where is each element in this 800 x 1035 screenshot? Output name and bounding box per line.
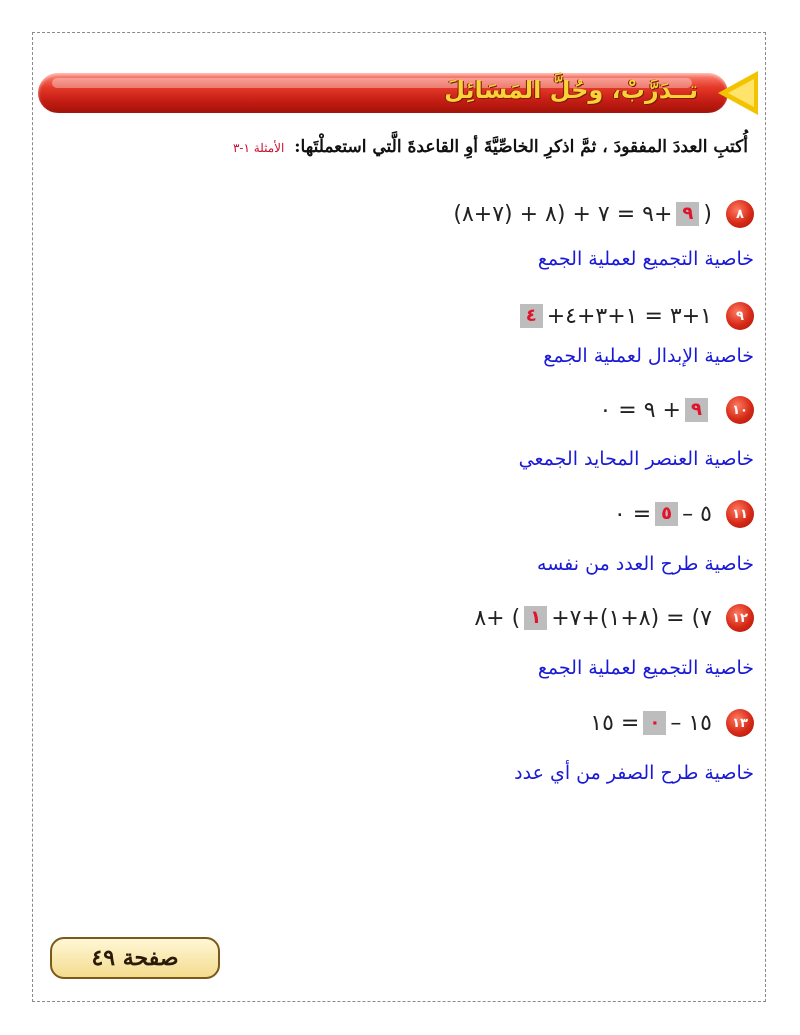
equation-left: ٠ = xyxy=(613,501,652,527)
missing-number-box[interactable]: ٠ xyxy=(643,711,666,735)
banner-arrow-highlight xyxy=(728,79,754,107)
equation-left: ١٥ = xyxy=(590,710,640,736)
instruction xyxy=(233,137,748,157)
problem-number-badge: ١٣ xyxy=(726,709,754,737)
answer-11: خاصية طرح العدد من نفسه xyxy=(537,553,754,575)
equation-left: ٨+ ( xyxy=(474,605,521,631)
problem-9 xyxy=(516,298,754,334)
answer-12: خاصية التجميع لعملية الجمع xyxy=(537,657,754,679)
missing-number-box[interactable]: ٤ xyxy=(520,304,543,328)
problem-11 xyxy=(614,496,754,532)
problem-number-badge: ٩ xyxy=(726,302,754,330)
problem-number-badge: ١٠ xyxy=(726,396,754,424)
answer-10: خاصية العنصر المحايد الجمعي xyxy=(518,448,754,470)
equation-right: +٧) = (٨+١)+٧ xyxy=(551,605,712,631)
missing-number-box[interactable]: ١ xyxy=(524,606,547,630)
equation-right: – ٥ xyxy=(682,501,712,527)
equation-right: ) xyxy=(703,201,712,227)
equation xyxy=(614,502,712,527)
answer-9: خاصية الإبدال لعملية الجمع xyxy=(543,345,754,367)
page-number-label: صفحة ٤٩ xyxy=(50,937,220,979)
equation xyxy=(474,606,712,631)
equation xyxy=(516,304,712,329)
answer-8: خاصية التجميع لعملية الجمع xyxy=(537,248,754,270)
answer-13: خاصية طرح الصفر من أي عدد xyxy=(514,762,754,784)
missing-number-box[interactable]: ٥ xyxy=(655,502,678,526)
banner-title: تــدَرَّبْ، وحُلَّ المَسَائِلَ xyxy=(444,76,698,104)
problem-12 xyxy=(474,600,754,636)
problem-number-badge: ١١ xyxy=(726,500,754,528)
equation-left: (٧+٨) + ٩ = ٧ + (٨+ xyxy=(453,201,673,227)
problem-8 xyxy=(453,196,754,232)
equation-right: – ١٥ xyxy=(670,710,712,736)
equation-right: +١+٣ = ١+٣+٤ xyxy=(546,303,712,329)
instruction-text: أُكتبِ العددَ المفقودَ ، ثمَّ اذكرِ الخاصِّيَّةَ أوِ القاعدةَ الَّتي استعملْتَها: xyxy=(294,137,748,157)
section-banner xyxy=(38,73,758,113)
problem-10 xyxy=(599,392,754,428)
problem-number-badge: ١٢ xyxy=(726,604,754,632)
problem-13 xyxy=(590,705,754,741)
equation xyxy=(590,711,712,736)
instruction-reference: الأمثلة ١-٣ xyxy=(232,141,285,155)
missing-number-box[interactable]: ٩ xyxy=(676,202,699,226)
equation xyxy=(453,202,712,227)
missing-number-box[interactable]: ٩ xyxy=(685,398,708,422)
equation xyxy=(599,398,712,423)
equation-left: ٩ = ٠ + xyxy=(599,397,681,423)
problem-number-badge: ٨ xyxy=(726,200,754,228)
